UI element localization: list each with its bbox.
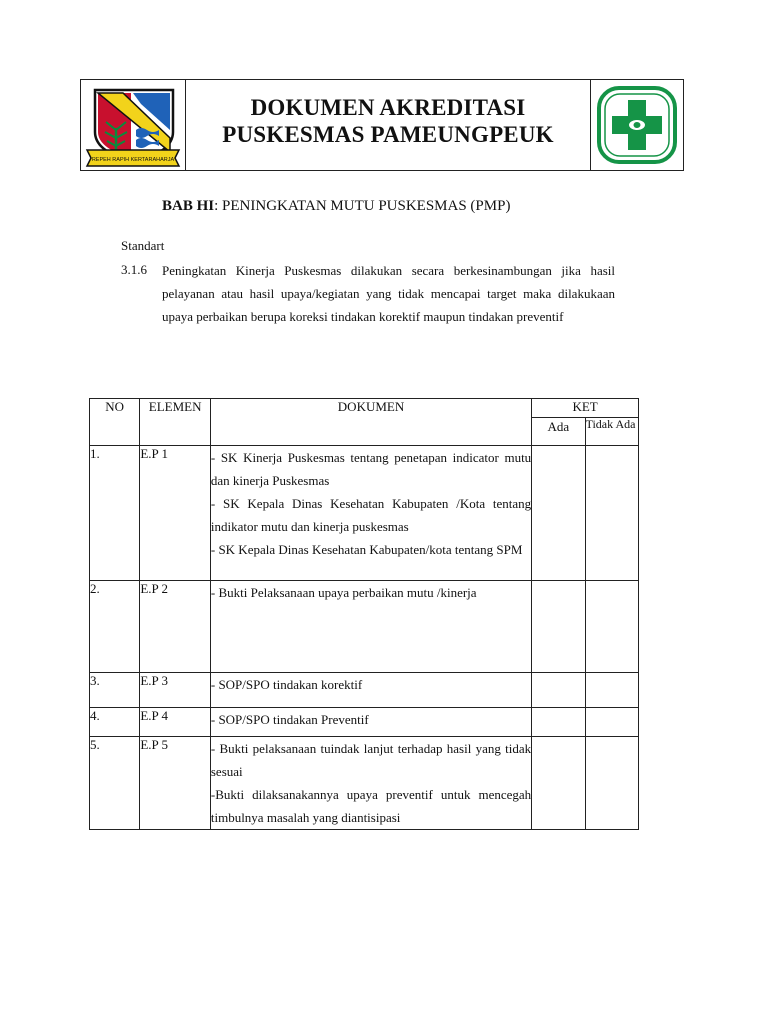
row-no: 4. bbox=[90, 708, 140, 737]
table-row bbox=[90, 581, 639, 673]
row-ada-cell bbox=[532, 581, 585, 673]
row-no: 3. bbox=[90, 673, 140, 708]
puskesmas-logo-icon bbox=[591, 80, 683, 170]
row-elemen: E.P 1 bbox=[140, 446, 211, 581]
row-no: 1. bbox=[90, 446, 140, 581]
dokumen-item: - SK Kepala Dinas Kesehatan Kabupaten/kota tentang SPM bbox=[210, 542, 523, 557]
row-tidak-ada-cell bbox=[585, 708, 638, 737]
table-row bbox=[90, 708, 639, 737]
row-dokumen bbox=[210, 446, 531, 581]
motto-text: REPEH RAPIH KERTARAHARJA bbox=[91, 157, 175, 163]
table-header-row bbox=[90, 399, 639, 418]
row-elemen: E.P 5 bbox=[140, 737, 211, 830]
row-dokumen bbox=[210, 581, 531, 673]
row-dokumen bbox=[210, 737, 531, 830]
header-no: NO bbox=[90, 399, 140, 446]
standard-number: 3.1.6 bbox=[121, 262, 147, 277]
standard-text: Peningkatan Kinerja Puskesmas dilakukan secara berkesinambungan jika hasil pelayanan atau hasil upaya/kegiatan yang tidak mencapai target maka dilakukaan upaya perbaikan berupa koreksi tindakan korektif maupun tindakan preventif bbox=[162, 263, 615, 324]
row-tidak-ada-cell bbox=[585, 737, 638, 830]
dokumen-item: - Bukti pelaksanaan tuindak lanjut terhadap hasil yang tidak sesuai bbox=[210, 741, 532, 779]
dokumen-item: - SK Kepala Dinas Kesehatan Kabupaten /Kota tentang indikator mutu dan kinerja puskesmas bbox=[210, 496, 532, 534]
table-row bbox=[90, 446, 639, 581]
row-elemen: E.P 2 bbox=[140, 581, 211, 673]
dokumen-item: - Bukti Pelaksanaan upaya perbaikan mutu /kinerja bbox=[210, 585, 477, 600]
header-ada: Ada bbox=[532, 418, 585, 446]
document-header bbox=[80, 79, 684, 171]
row-dokumen bbox=[210, 708, 531, 737]
row-dokumen bbox=[210, 673, 531, 708]
row-ada-cell bbox=[532, 708, 585, 737]
header-ket: KET bbox=[532, 399, 639, 418]
row-ada-cell bbox=[532, 737, 585, 830]
right-logo-cell bbox=[590, 80, 683, 170]
row-no: 5. bbox=[90, 737, 140, 830]
dokumen-item: - SK Kinerja Puskesmas tentang penetapan indicator mutu dan kinerja Puskesmas bbox=[210, 450, 532, 488]
chapter-title: : PENINGKATAN MUTU PUSKESMAS (PMP) bbox=[214, 198, 511, 214]
row-elemen: E.P 4 bbox=[140, 708, 211, 737]
dokumen-item: -Bukti dilaksanakannya upaya preventif untuk mencegah timbulnya masalah yang diantisipasi bbox=[210, 787, 532, 825]
left-logo-cell bbox=[81, 80, 186, 170]
header-elemen: ELEMEN bbox=[140, 399, 211, 446]
chapter-label: BAB HI bbox=[162, 198, 215, 214]
row-ada-cell bbox=[532, 446, 585, 581]
title-line-1: DOKUMEN AKREDITASI bbox=[250, 95, 526, 120]
row-ada-cell bbox=[532, 673, 585, 708]
chapter-heading bbox=[162, 198, 510, 215]
row-tidak-ada-cell bbox=[585, 446, 638, 581]
row-tidak-ada-cell bbox=[585, 581, 638, 673]
element-table bbox=[89, 398, 639, 830]
row-tidak-ada-cell bbox=[585, 673, 638, 708]
dokumen-item: - SOP/SPO tindakan korektif bbox=[210, 677, 363, 692]
header-dokumen: DOKUMEN bbox=[210, 399, 531, 446]
dokumen-item: - SOP/SPO tindakan Preventif bbox=[210, 712, 369, 727]
document-title bbox=[185, 94, 591, 148]
table-row bbox=[90, 673, 639, 708]
kabupaten-bandung-emblem-icon bbox=[81, 80, 185, 170]
title-line-2: PUSKESMAS PAMEUNGPEUK bbox=[222, 122, 554, 147]
table-row bbox=[90, 737, 639, 830]
row-no: 2. bbox=[90, 581, 140, 673]
standard-heading: Standart bbox=[121, 238, 165, 253]
header-tidak-ada: Tidak Ada bbox=[585, 418, 638, 446]
row-elemen: E.P 3 bbox=[140, 673, 211, 708]
